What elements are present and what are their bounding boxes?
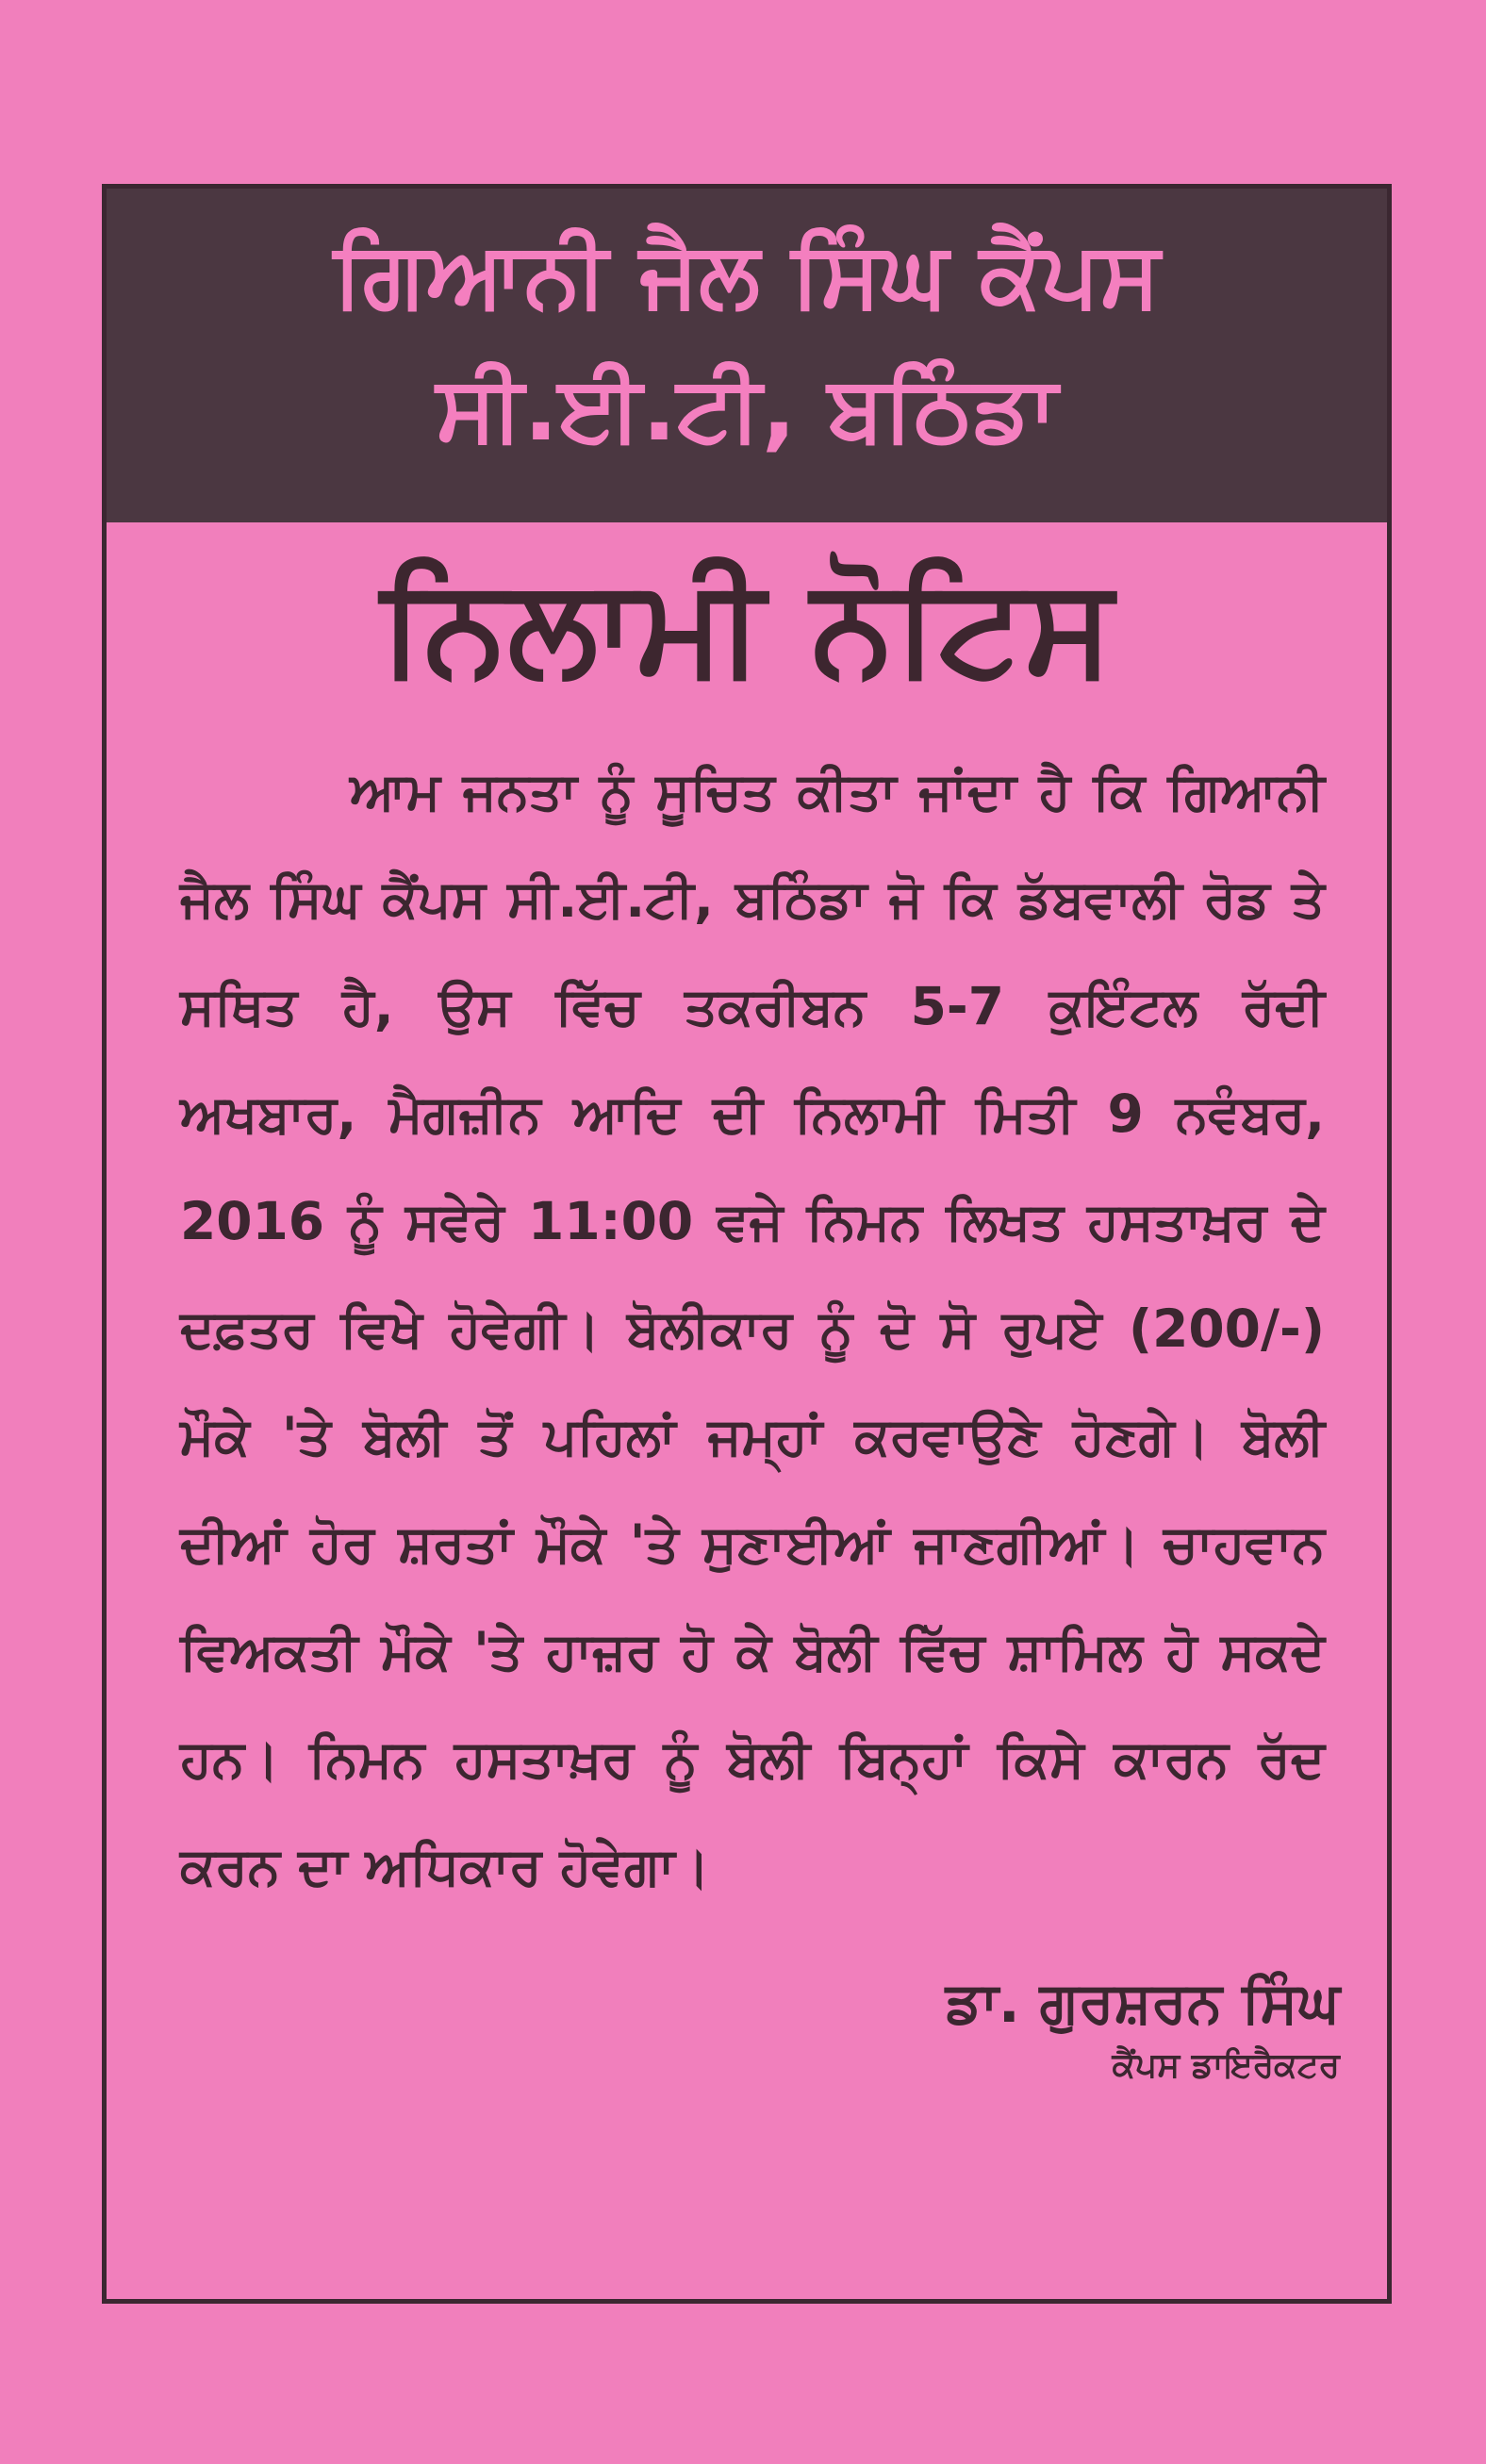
- signatory-name: ਡਾ. ਗੁਰਸ਼ਰਨ ਸਿੰਘ: [945, 1970, 1340, 2036]
- campus-location: ਸੀ.ਈ.ਟੀ, ਬਠਿੰਡਾ: [436, 356, 1058, 461]
- notice-box: [102, 184, 1392, 2304]
- notice-body: ਆਮ ਜਨਤਾ ਨੂੰ ਸੂਚਿਤ ਕੀਤਾ ਜਾਂਦਾ ਹੈ ਕਿ ਗਿਆਨੀ ਜੈਲ ਸਿੰਘ ਕੈਂਪਸ ਸੀ.ਈ.ਟੀ, ਬਠਿੰਡਾ ਜੋ ਕਿ ਡੱਬਵਾਲੀ ਰੋਡ ਤੇ ਸਥਿਤ ਹੈ, ਉਸ ਵਿੱਚ ਤਕਰੀਬਨ 5-7 ਕੁਇੰਟਲ ਰੱਦੀ ਅਖਬਾਰ, ਮੈਗਜ਼ੀਨ ਆਦਿ ਦੀ ਨਿਲਾਮੀ ਮਿਤੀ 9 ਨਵੰਬਰ, 2016 ਨੂੰ ਸਵੇਰੇ 11:00 ਵਜੇ ਨਿਮਨ ਲਿਖਤ ਹਸਤਾਖ਼ਰ ਦੇ ਦਫ਼ਤਰ ਵਿਖੇ ਹੋਵੇਗੀ। ਬੋਲੀਕਾਰ ਨੂੰ ਦੋ ਸੋ ਰੁਪਏ (200/-) ਮੌਕੇ 'ਤੇ ਬੋਲੀ ਤੋਂ ਪਹਿਲਾਂ ਜਮ੍ਹਾਂ ਕਰਵਾਉਣੇ ਹੋਣਗੇ। ਬੋਲੀ ਦੀਆਂ ਹੋਰ ਸ਼ਰਤਾਂ ਮੌਕੇ 'ਤੇ ਸੁਣਾਈਆਂ ਜਾਣਗੀਆਂ। ਚਾਹਵਾਨ ਵਿਅਕਤੀ ਮੌਕੇ 'ਤੇ ਹਾਜ਼ਰ ਹੋ ਕੇ ਬੋਲੀ ਵਿੱਚ ਸ਼ਾਮਿਲ ਹੋ ਸਕਦੇ ਹਨ। ਨਿਮਨ ਹਸਤਾਖ਼ਰ ਨੂੰ ਬੋਲੀ ਬਿਨ੍ਹਾਂ ਕਿਸੇ ਕਾਰਨ ਰੱਦ ਕਰਨ ਦਾ ਅਧਿਕਾਰ ਹੋਵੇਗਾ।: [180, 761, 1325, 1896]
- notice-title: ਨਿਲਾਮੀ ਨੋਟਿਸ: [380, 549, 1114, 704]
- signature-block: [946, 1969, 1340, 2086]
- header-band: [107, 189, 1387, 522]
- signatory-title: ਕੈਂਪਸ ਡਾਇਰੈਕਟਰ: [1112, 2046, 1340, 2085]
- campus-name: ਗਿਆਨੀ ਜੈਲ ਸਿੰਘ ਕੈਂਪਸ: [333, 222, 1161, 327]
